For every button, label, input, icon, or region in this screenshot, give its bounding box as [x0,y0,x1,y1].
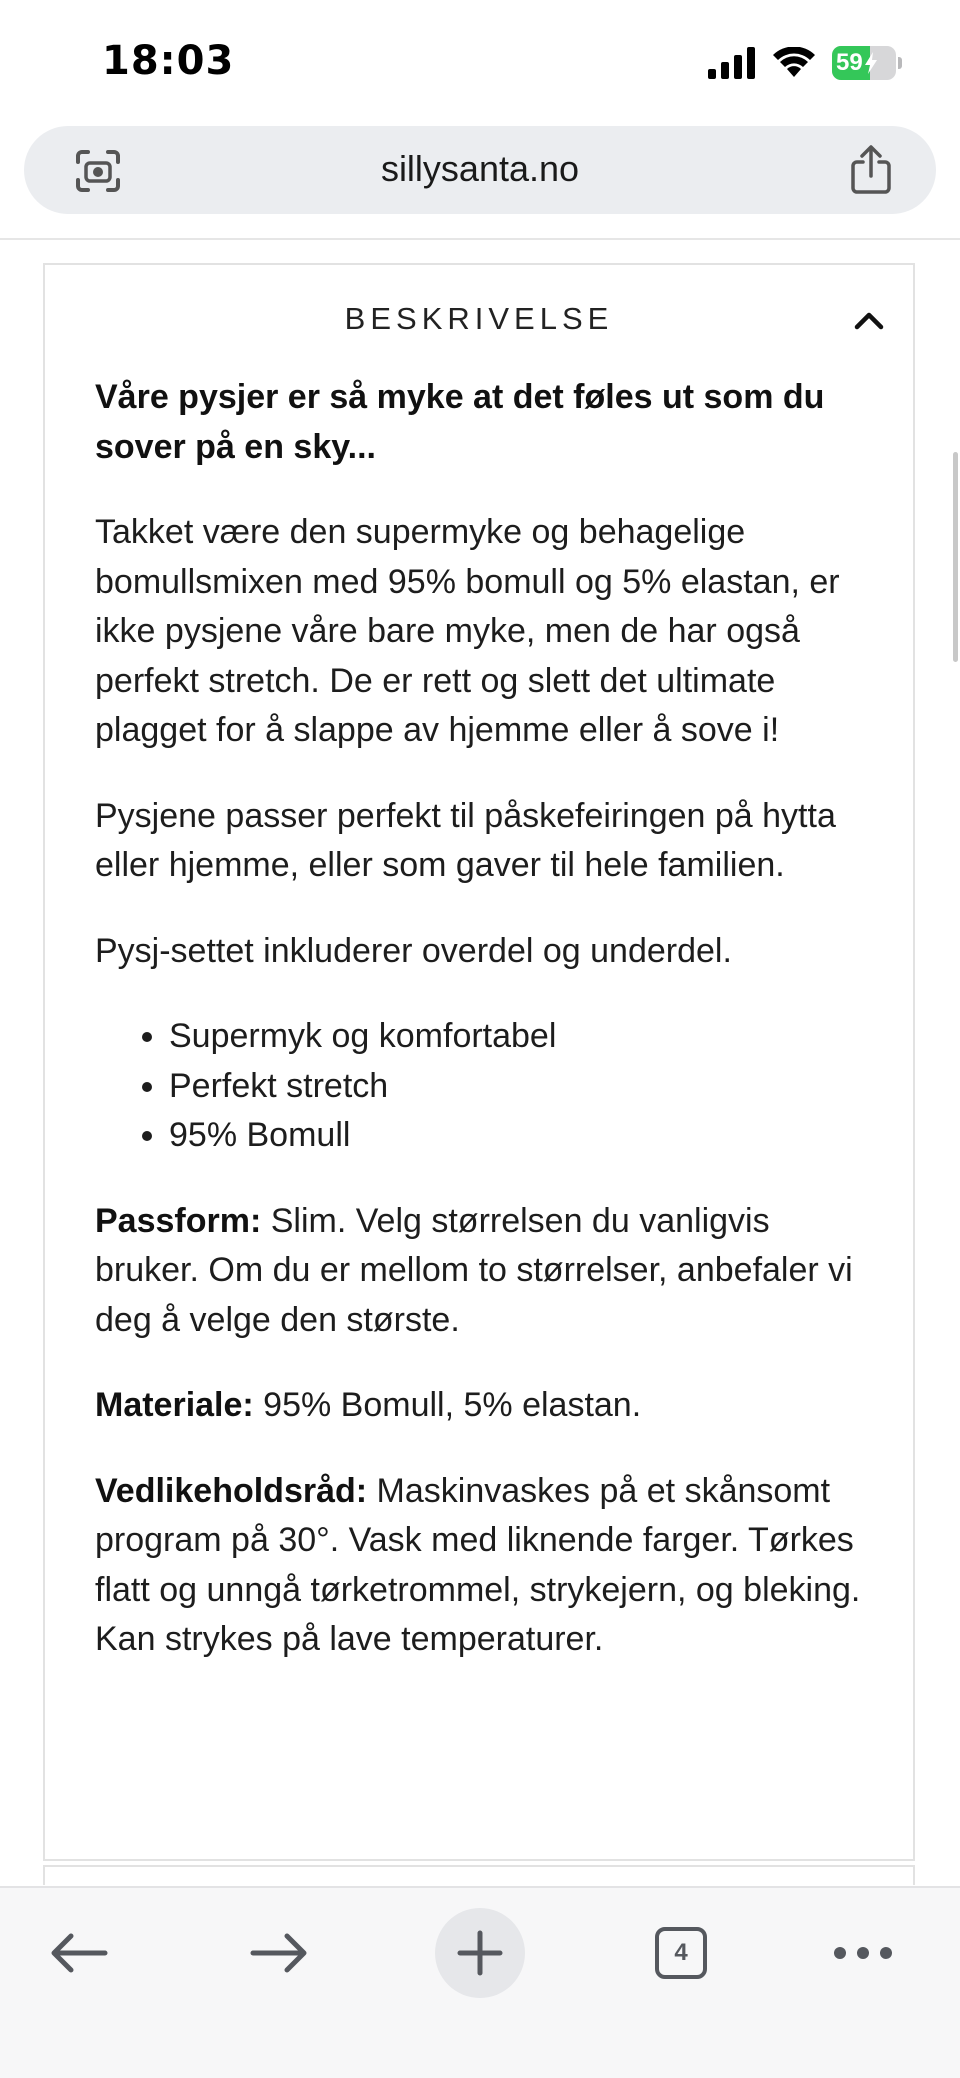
cellular-signal-icon [708,47,756,79]
wifi-icon [772,47,816,79]
next-accordion-edge [43,1865,915,1885]
description-paragraph: Pysjene passer perfekt til påskefeiringen på hytta eller hjemme, eller som gaver til hele familien. [95,796,836,884]
plus-icon [457,1930,503,1976]
address-bar[interactable] [24,126,936,214]
battery-percent: 59 [836,49,863,76]
feature-list-item: • Supermyk og komfortabel [169,1012,875,1062]
material-info [95,1381,875,1431]
care-info [95,1467,875,1665]
arrow-right-icon [249,1931,309,1975]
more-dots-icon [833,1946,893,1960]
chevron-up-icon[interactable] [851,305,887,335]
more-menu-button[interactable] [818,1908,908,1998]
fit-label: Passform: [95,1201,262,1240]
tabs-button[interactable] [636,1908,726,1998]
description-accordion [43,263,915,1861]
browser-toolbar [0,1886,960,2078]
header-divider [0,238,960,240]
description-body [95,373,875,1701]
back-button[interactable] [34,1908,124,1998]
charging-bolt-icon [864,52,878,74]
share-icon[interactable] [848,144,894,196]
care-text: Maskinvaskes på et skånsomt program på 30°. Vask med liknende farger. Tørkes flatt og unngå tørketrommel, strykejern, og bleking. Kan strykes på lave temperaturer. [95,1471,861,1658]
tab-count: 4 [655,1927,707,1979]
scroll-indicator [953,452,958,662]
url-text[interactable]: sillysanta.no [380,148,580,189]
description-title[interactable]: BESKRIVELSE [344,301,614,336]
fit-text: Slim. Velg størrelsen du vanligvis bruker. Om du er mellom to størrelser, anbefaler vi deg å velge den største. [95,1201,853,1339]
status-bar [0,0,960,120]
forward-button[interactable] [234,1908,324,1998]
feature-list-item: • Perfekt stretch [169,1062,875,1112]
feature-list-item: • 95% Bomull [169,1111,875,1161]
arrow-left-icon [49,1931,109,1975]
status-icons [708,46,902,80]
description-paragraph: Takket være den supermyke og behagelige bomullsmixen med 95% bomull og 5% elastan, er ikke pysjene våre bare myke, men de har også perfekt stretch. De er rett og slett det ultimate plagget for å slappe av hjemme eller å sove i! [95,513,840,749]
material-text: 95% Bomull, 5% elastan. [253,1386,642,1424]
care-label: Vedlikeholdsråd: [95,1471,368,1510]
fit-info [95,1197,875,1346]
feature-list [95,1012,875,1161]
battery-charging-icon [832,46,896,80]
material-label: Materiale: [95,1386,254,1424]
description-lead: Våre pysjer er så myke at det føles ut som du sover på en sky... [95,378,825,466]
description-paragraph: Pysj-settet inkluderer overdel og underdel. [95,931,732,970]
status-time: 18:03 [102,38,235,84]
new-tab-button[interactable] [435,1908,525,1998]
battery-tip [898,57,902,69]
